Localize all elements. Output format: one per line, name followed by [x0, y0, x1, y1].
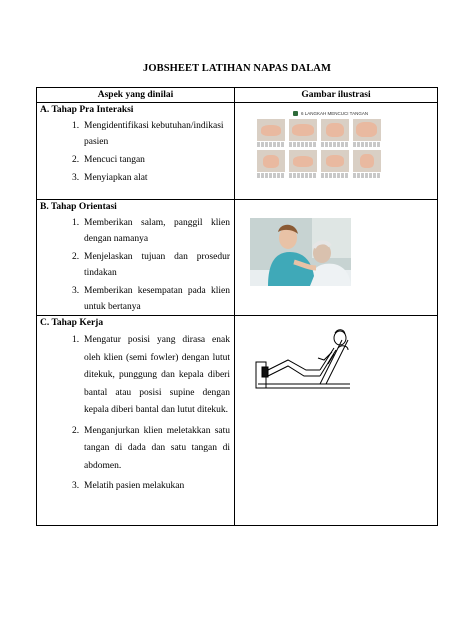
step-list [37, 215, 234, 315]
list-item: 2. Menjelaskan tujuan dan prosedur tindakan [72, 252, 230, 278]
section-heading: B. Tahap Orientasi [40, 202, 117, 212]
hand-washing-illustration [257, 111, 381, 183]
hand-washing-step-image [289, 150, 317, 178]
page-title: JOBSHEET LATIHAN NAPAS DALAM [142, 63, 332, 74]
hand-washing-step-image [289, 119, 317, 147]
logo-icon [293, 111, 298, 116]
jobsheet-table [36, 87, 438, 526]
hand-washing-step-image [257, 150, 285, 178]
section-b-cell [37, 200, 235, 316]
step-list [37, 332, 234, 496]
list-item: 1. Mengidentifikasi kebutuhan/indikasi pasien [72, 121, 224, 147]
list-item: 1. Memberikan salam, panggil klien dengan namanya [72, 218, 230, 244]
patient-position-illustration-cell [235, 316, 438, 526]
nurse-photo-graphic [250, 218, 351, 286]
patient-semi-fowler-drawing [238, 318, 353, 418]
list-item: 2. Menganjurkan klien meletakkan satu tangan di dada dan satu tangan di abdomen. [72, 425, 230, 471]
nurse-with-patient-photo [250, 218, 351, 286]
step-list [37, 118, 234, 186]
section-c-cell [37, 316, 235, 526]
table-row [37, 103, 438, 200]
hand-washing-illustration-cell [235, 103, 438, 200]
list-item: 3. Melatih pasien melakukan [72, 481, 185, 491]
list-item: 3. Memberikan kesempatan pada klien untuk bertanya [72, 286, 230, 312]
hand-washing-step-image [257, 119, 285, 147]
table-row [37, 316, 438, 526]
section-a-cell [37, 103, 235, 200]
section-heading: C. Tahap Kerja [40, 318, 104, 328]
illustration-caption: 6 LANGKAH MENCUCI TANGAN [301, 111, 369, 116]
list-item: 1. Mengatur posisi yang dirasa enak oleh klien (semi fowler) dengan lutut ditekuk, punggung dan kepala diberi bantal atau posisi supine dengan kepala diberi bantal dan lutut ditekuk. [72, 335, 230, 415]
hand-washing-step-image [321, 150, 349, 178]
list-item: 2. Mencuci tangan [72, 155, 145, 165]
column-header-aspect: Aspek yang dinilai [37, 88, 235, 103]
table-row [37, 200, 438, 316]
hand-washing-steps-grid [257, 119, 381, 178]
hand-washing-step-image [353, 119, 381, 147]
column-header-illustration: Gambar ilustrasi [235, 88, 438, 103]
hand-washing-step-image [353, 150, 381, 178]
hand-washing-step-image [321, 119, 349, 147]
nurse-illustration-cell [235, 200, 438, 316]
table-header-row [37, 88, 438, 103]
section-heading: A. Tahap Pra Interaksi [40, 105, 134, 115]
list-item: 3. Menyiapkan alat [72, 173, 148, 183]
